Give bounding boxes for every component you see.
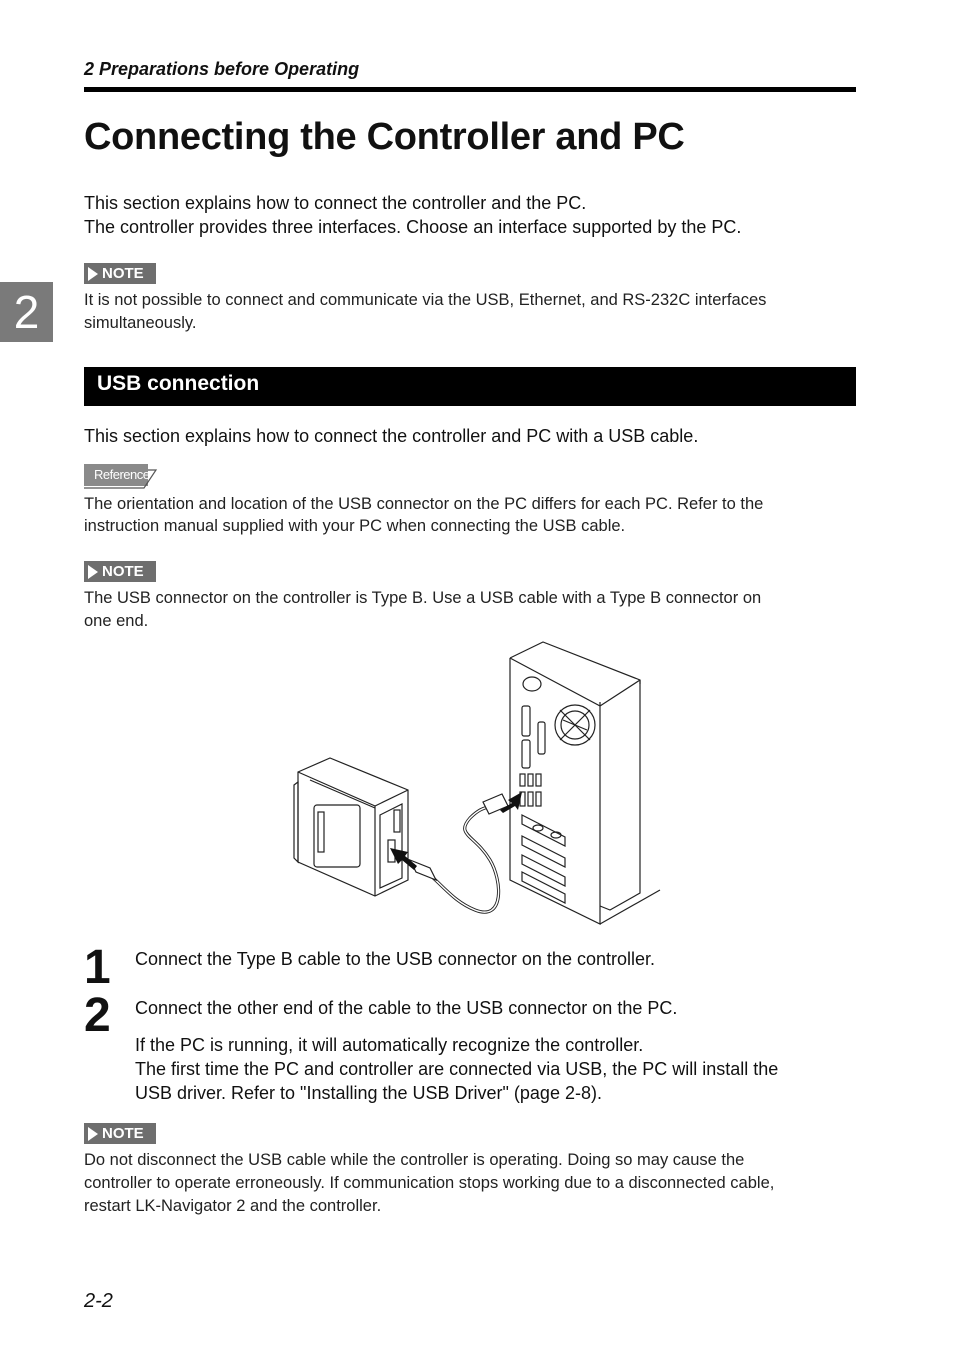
reference-line-1: The orientation and location of the USB connector on the PC differs for each PC. Refer to the (84, 495, 764, 513)
chapter-tab: 2 (0, 282, 53, 342)
step2-detail-line-3: USB driver. Refer to "Installing the USB Driver" (page 2-8). (135, 1083, 602, 1103)
step-number-2: 2 (84, 989, 111, 1042)
note-badge (84, 263, 156, 284)
note3-line-1: Do not disconnect the USB cable while the controller is operating. Doing so may cause the (84, 1151, 745, 1169)
running-header: 2 Preparations before Operating (84, 59, 360, 79)
note2-line-2: one end. (84, 612, 149, 630)
reference-corner-icon (84, 464, 158, 489)
reference-label: Reference (84, 464, 148, 486)
note-label: NOTE (102, 265, 144, 282)
page-title: Connecting the Controller and PC (84, 116, 685, 158)
header-rule (84, 87, 856, 92)
note-label: NOTE (102, 563, 144, 580)
play-triangle-icon (88, 267, 98, 281)
step2-detail-line-1: If the PC is running, it will automatically recognize the controller. (135, 1035, 644, 1055)
play-triangle-icon (88, 565, 98, 579)
note1-line-1: It is not possible to connect and communicate via the USB, Ethernet, and RS-232C interfaces (84, 291, 767, 309)
note3-line-3: restart LK-Navigator 2 and the controller. (84, 1197, 382, 1215)
note2-line-1: The USB connector on the controller is Type B. Use a USB cable with a Type B connector on (84, 589, 762, 607)
note-label: NOTE (102, 1125, 144, 1142)
play-triangle-icon (88, 1127, 98, 1141)
intro-line-1: This section explains how to connect the controller and the PC. (84, 193, 587, 213)
step-text-2: Connect the other end of the cable to the USB connector on the PC. (135, 998, 678, 1018)
step-number-1: 1 (84, 941, 111, 994)
reference-line-2: instruction manual supplied with your PC when connecting the USB cable. (84, 517, 626, 535)
step2-detail-line-2: The first time the PC and controller are connected via USB, the PC will install the (135, 1059, 779, 1079)
page-number: 2-2 (84, 1290, 113, 1312)
usb-connection-illustration (290, 640, 670, 930)
note-badge (84, 561, 156, 582)
reference-badge (84, 464, 158, 489)
note1-line-2: simultaneously. (84, 314, 197, 332)
section-heading-usb: USB connection (84, 367, 856, 406)
note-badge (84, 1123, 156, 1144)
usb-intro: This section explains how to connect the controller and PC with a USB cable. (84, 426, 699, 446)
step-text-1: Connect the Type B cable to the USB connector on the controller. (135, 949, 655, 969)
intro-line-2: The controller provides three interfaces. Choose an interface supported by the PC. (84, 217, 742, 237)
note3-line-2: controller to operate erroneously. If communication stops working due to a disconnected cable, (84, 1174, 775, 1192)
